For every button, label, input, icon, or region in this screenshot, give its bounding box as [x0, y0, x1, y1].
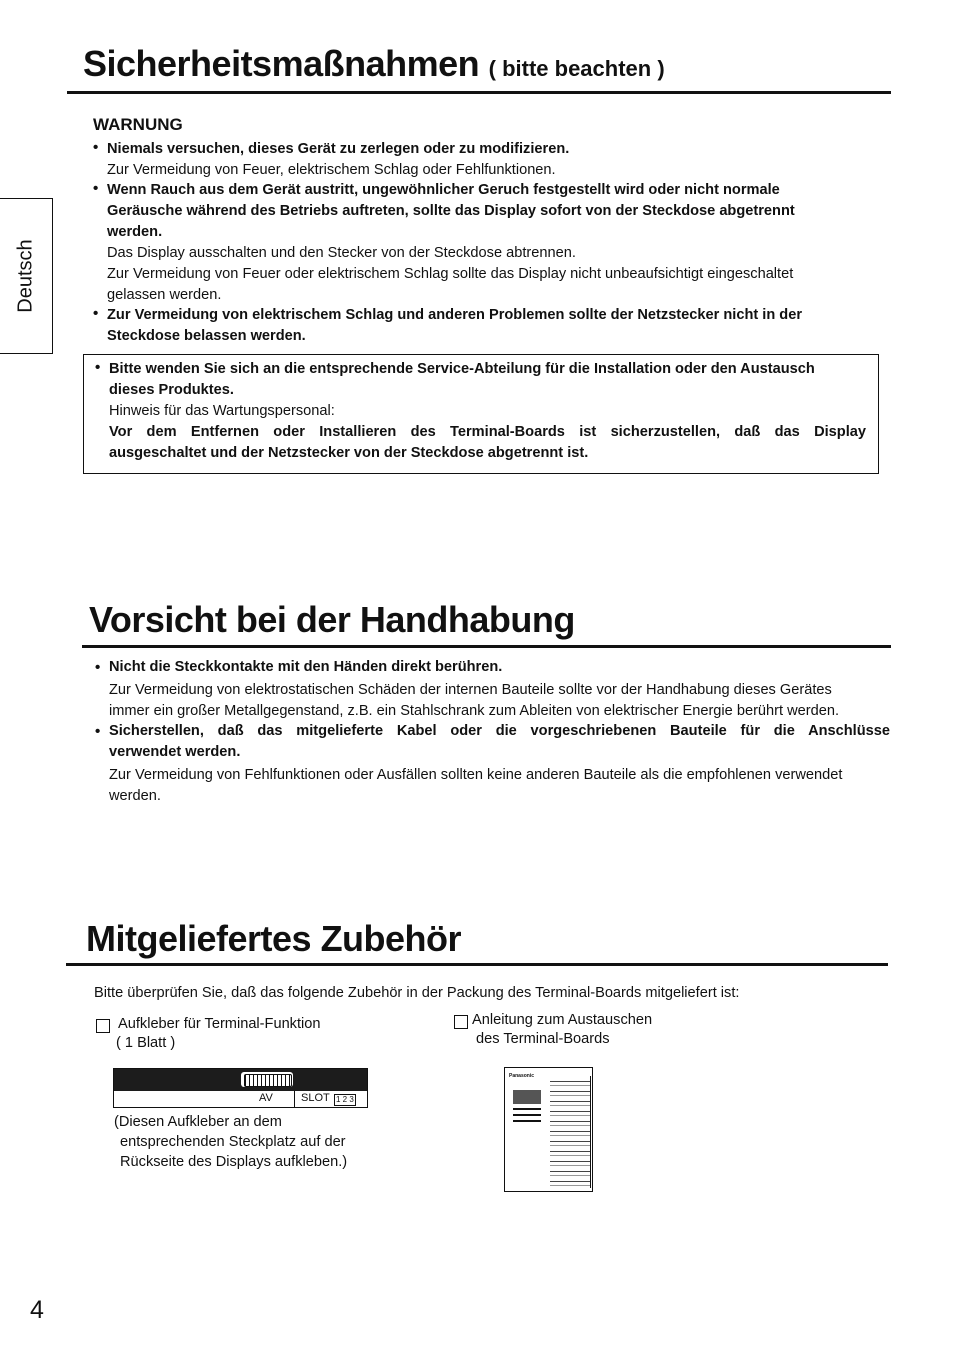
sticker-av-label: AV	[259, 1092, 273, 1104]
checkbox-icon	[96, 1019, 110, 1033]
service-notice-bold-3: Vor dem Entfernen oder Installieren des Terminal-Boards ist sicherzustellen, daß das Display	[109, 424, 866, 440]
handling-item-1-text-1: Zur Vermeidung von elektrostatischen Schäden der internen Bauteile sollte vor der Handhabung dieses Gerätes	[109, 682, 832, 698]
service-notice-bold-1: Bitte wenden Sie sich an die entsprechende Service-Abteilung für die Installation oder den Austausch	[109, 361, 815, 377]
bullet: •	[95, 723, 101, 740]
warning-item-2-bold-2: Geräusche während des Betriebs auftreten, sollte das Display sofort von der Steckdose abgetrennt	[107, 203, 795, 219]
sticker-note-1: (Diesen Aufkleber an dem	[114, 1114, 282, 1130]
manual-illustration	[504, 1067, 593, 1192]
manual-brand-logo: Panasonic	[509, 1073, 535, 1079]
warning-item-2-text-2: Zur Vermeidung von Feuer oder elektrischem Schlag sollte das Display nicht unbeaufsichtigt eingeschaltet	[107, 266, 794, 282]
warning-label: WARNUNG	[93, 115, 183, 134]
safety-title-suffix: ( bitte beachten )	[488, 56, 665, 81]
handling-item-1-bold: Nicht die Steckkontakte mit den Händen direkt berühren.	[109, 659, 503, 675]
warning-item-3-bold-2: Steckdose belassen werden.	[107, 328, 306, 344]
sticker-note-2: entsprechenden Steckplatz auf der	[120, 1134, 346, 1150]
bullet: •	[93, 180, 99, 197]
safety-title: Sicherheitsmaßnahmen	[83, 43, 480, 84]
sticker-av-cell	[114, 1091, 295, 1107]
accessories-intro: Bitte überprüfen Sie, daß das folgende Zubehör in der Packung des Terminal-Boards mitgeliefert ist:	[94, 985, 740, 1001]
handling-item-2-text-2: werden.	[109, 788, 161, 804]
handling-item-2-bold-1: Sicherstellen, daß das mitgelieferte Kabel oder die vorgeschriebenen Bauteile für die Anschlüsse	[109, 723, 890, 739]
accessory-1-line1: Aufkleber für Terminal-Funktion	[118, 1016, 321, 1032]
checkbox-icon	[454, 1015, 468, 1029]
sticker-illustration	[113, 1068, 368, 1108]
language-tab-label: Deutsch	[14, 239, 37, 313]
service-notice-bold-4: ausgeschaltet und der Netzstecker von der Steckdose abgetrennt ist.	[109, 445, 589, 461]
language-tab	[0, 198, 53, 354]
accessory-2-line1: Anleitung zum Austauschen	[472, 1012, 653, 1028]
title-rule	[67, 91, 891, 94]
warning-item-3	[107, 305, 897, 347]
warning-item-2-bold-1: Wenn Rauch aus dem Gerät austritt, ungewöhnlicher Geruch festgestellt wird oder nicht normale	[107, 182, 780, 198]
scart-connector-icon	[241, 1072, 293, 1087]
service-notice-text	[109, 359, 866, 464]
warning-item-1	[107, 139, 897, 181]
handling-item-1	[109, 657, 909, 722]
sticker-slot-numbers: 1 2 3	[336, 1095, 354, 1104]
section-title-accessories: Mitgeliefertes Zubehör	[86, 918, 462, 959]
sticker-note-3: Rückseite des Displays aufkleben.)	[120, 1154, 348, 1170]
service-notice-hint: Hinweis für das Wartungspersonal:	[109, 403, 335, 419]
title-rule	[82, 645, 891, 648]
title-rule	[66, 963, 888, 966]
handling-item-2	[109, 721, 890, 807]
warning-item-1-text: Zur Vermeidung von Feuer, elektrischem Schlag oder Fehlfunktionen.	[107, 162, 556, 178]
sticker-note	[114, 1112, 347, 1172]
warning-item-2-bold-3: werden.	[107, 224, 163, 240]
warning-item-2-text-3: gelassen werden.	[107, 287, 222, 303]
warning-item-2	[107, 180, 897, 306]
page-number: 4	[30, 1296, 44, 1324]
bullet: •	[95, 659, 101, 676]
manual-text-column	[550, 1076, 591, 1188]
bullet: •	[93, 305, 99, 322]
service-notice-bold-2: dieses Produktes.	[109, 382, 234, 398]
accessory-1-line2: ( 1 Blatt )	[116, 1035, 176, 1051]
handling-item-1-text-2: immer ein großer Metallgegenstand, z.B. ein Stahlschrank zum Ableiten von elektrischer Energie berührt werden.	[109, 703, 840, 719]
bullet: •	[95, 359, 101, 376]
manual-cover-image	[513, 1090, 541, 1104]
section-title-handling: Vorsicht bei der Handhabung	[89, 599, 575, 640]
warning-item-1-bold: Niemals versuchen, dieses Gerät zu zerlegen oder zu modifizieren.	[107, 141, 570, 157]
section-title-safety	[83, 43, 665, 84]
handling-item-2-bold-2: verwendet werden.	[109, 744, 241, 760]
warning-item-3-bold-1: Zur Vermeidung von elektrischem Schlag und anderen Problemen sollte der Netzstecker nicht in der	[107, 307, 803, 323]
accessory-2-line2: des Terminal-Boards	[476, 1031, 610, 1047]
sticker-slot-label: SLOT	[301, 1092, 330, 1104]
warning-item-2-text-1: Das Display ausschalten und den Stecker von der Steckdose abtrennen.	[107, 245, 576, 261]
handling-item-2-text-1: Zur Vermeidung von Fehlfunktionen oder Ausfällen sollten keine anderen Bauteile als die empfohlenen verwendet	[109, 767, 843, 783]
bullet: •	[93, 139, 99, 156]
